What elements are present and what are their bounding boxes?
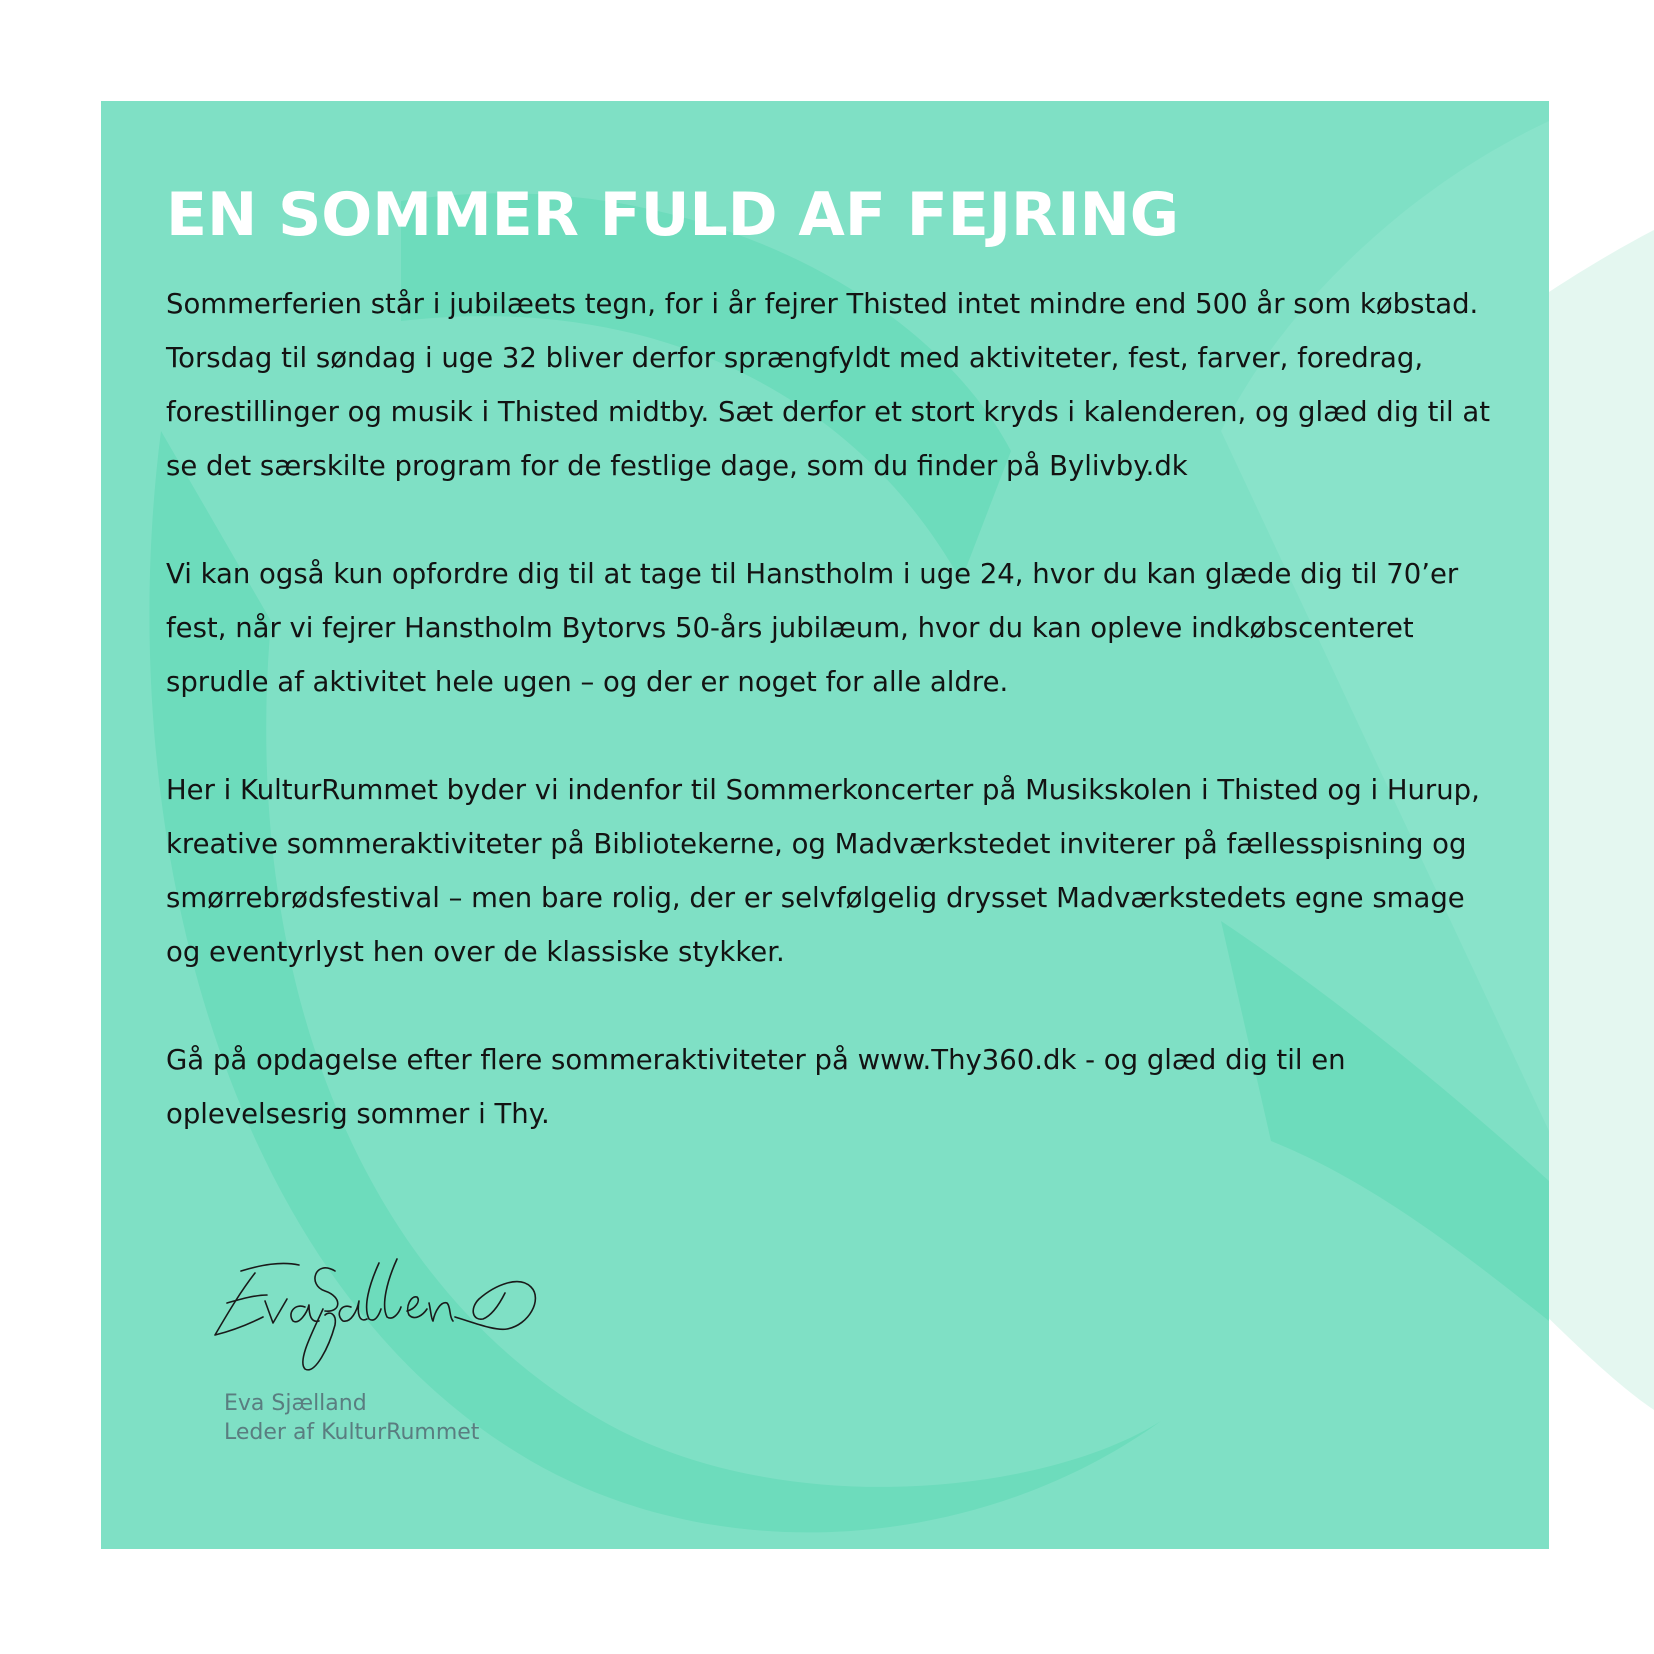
- signature-role: Leder af KulturRummet: [224, 1420, 480, 1445]
- article-content: [166, 171, 1496, 1195]
- signature-name: Eva Sjælland: [224, 1391, 367, 1416]
- handwritten-signature: [211, 1251, 561, 1381]
- paragraph-kulturrummet: Her i KulturRummet byder vi indenfor til Sommerkoncerter på Musikskolen i Thisted og i Hurup, kreative sommeraktiviteter på Bibliotekerne, og Madværkstedet inviterer på fællesspisning og smørrebrødsfestival – men bare rolig, der er selvfølgelig drysset Madværkstedets egne smage og eventyrlyst hen over de klassiske stykker.: [166, 774, 1480, 968]
- page-title: EN SOMMER FULD AF FEJRING: [166, 180, 1180, 250]
- paragraph-hanstholm: Vi kan også kun opfordre dig til at tage til Hanstholm i uge 24, hvor du kan glæde dig til 70’er fest, når vi fejrer Hanstholm Bytorvs 50-års jubilæum, hvor du kan opleve indkøbscenteret sprudle af aktivitet hele ugen – og der er noget for alle aldre.: [166, 558, 1459, 698]
- signature-block: [211, 1251, 631, 1511]
- content-panel: [101, 101, 1549, 1549]
- paragraph-jubilee: Sommerferien står i jubilæets tegn, for i år fejrer Thisted intet mindre end 500 år som købstad. Torsdag til søndag i uge 32 bliver derfor sprængfyldt med aktiviteter, fest, farver, foredrag, forestillinger og musik i Thisted midtby. Sæt derfor et stort kryds i kalenderen, og glæd dig til at se det særskilte program for de festlige dage, som du finder på Bylivby.dk: [166, 288, 1491, 482]
- paragraph-thy360: Gå på opdagelse efter flere sommeraktiviteter på www.Thy360.dk - og glæd dig til en oplevelsesrig sommer i Thy.: [166, 1044, 1346, 1130]
